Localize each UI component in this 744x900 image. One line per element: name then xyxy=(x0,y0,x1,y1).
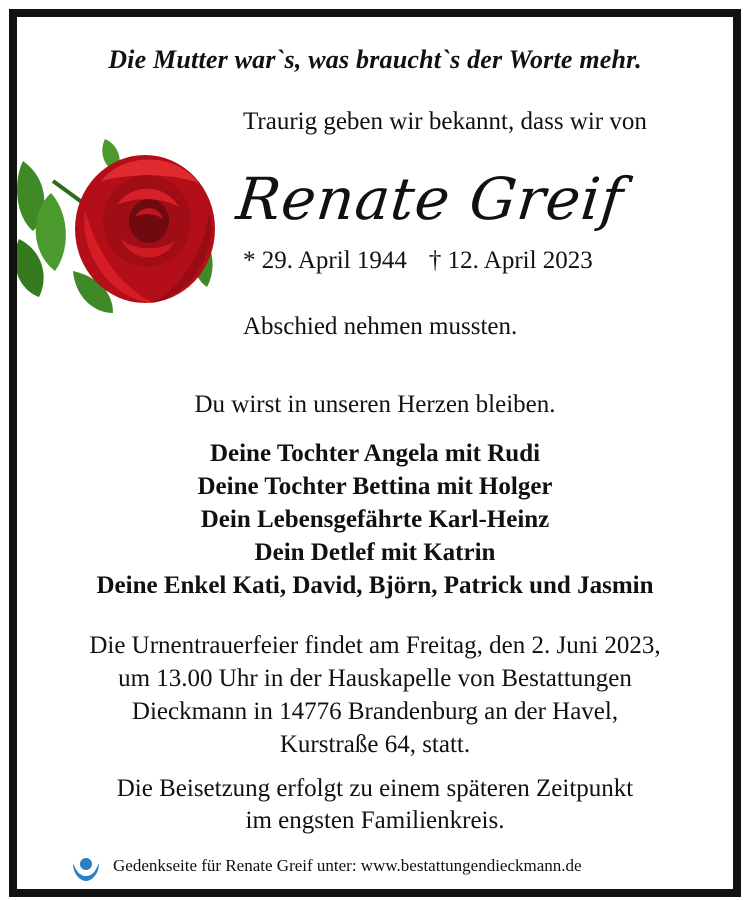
family-line: Dein Lebensgefährte Karl-Heinz xyxy=(200,506,550,533)
ceremony-line: um 13.00 Uhr in der Hauskapelle von Bestattungen xyxy=(118,665,632,692)
ceremony-line: Dieckmann in 14776 Brandenburg an der Havel, xyxy=(131,698,619,725)
remembrance-line: Du wirst in unseren Herzen bleiben. xyxy=(194,391,556,418)
ceremony-line: Die Urnentrauerfeier findet am Freitag, den 2. Juni 2023, xyxy=(89,632,661,659)
life-dates xyxy=(243,247,593,275)
birth-date: * 29. April 1944 xyxy=(243,247,407,274)
family-line: Deine Tochter Angela mit Rudi xyxy=(209,440,541,467)
red-rose-icon xyxy=(13,121,228,321)
memorial-logo-icon xyxy=(69,849,103,883)
farewell-text: Abschied nehmen mussten. xyxy=(243,313,518,340)
memorial-page-footer xyxy=(69,849,582,883)
obituary-notice xyxy=(9,9,741,897)
burial-line: im engsten Familienkreis. xyxy=(245,807,505,834)
family-line: Dein Detlef mit Katrin xyxy=(254,539,496,566)
family-line: Deine Enkel Kati, David, Björn, Patrick und Jasmin xyxy=(96,572,654,599)
burial-info xyxy=(17,773,733,837)
deceased-name: Renate Greif xyxy=(233,165,627,233)
death-date: † 12. April 2023 xyxy=(428,247,593,274)
burial-line: Die Beisetzung erfolgt zu einem späteren Zeitpunkt xyxy=(116,775,634,802)
ceremony-info xyxy=(17,629,733,761)
family-list xyxy=(17,437,733,602)
memorial-page-link[interactable]: Gedenkseite für Renate Greif unter: www.bestattungendieckmann.de xyxy=(113,856,582,875)
intro-text: Traurig geben wir bekannt, dass wir von xyxy=(243,108,647,135)
family-line: Deine Tochter Bettina mit Holger xyxy=(197,473,553,500)
ceremony-line: Kurstraße 64, statt. xyxy=(279,731,471,758)
motto: Die Mutter war`s, was braucht`s der Worte mehr. xyxy=(108,45,642,74)
